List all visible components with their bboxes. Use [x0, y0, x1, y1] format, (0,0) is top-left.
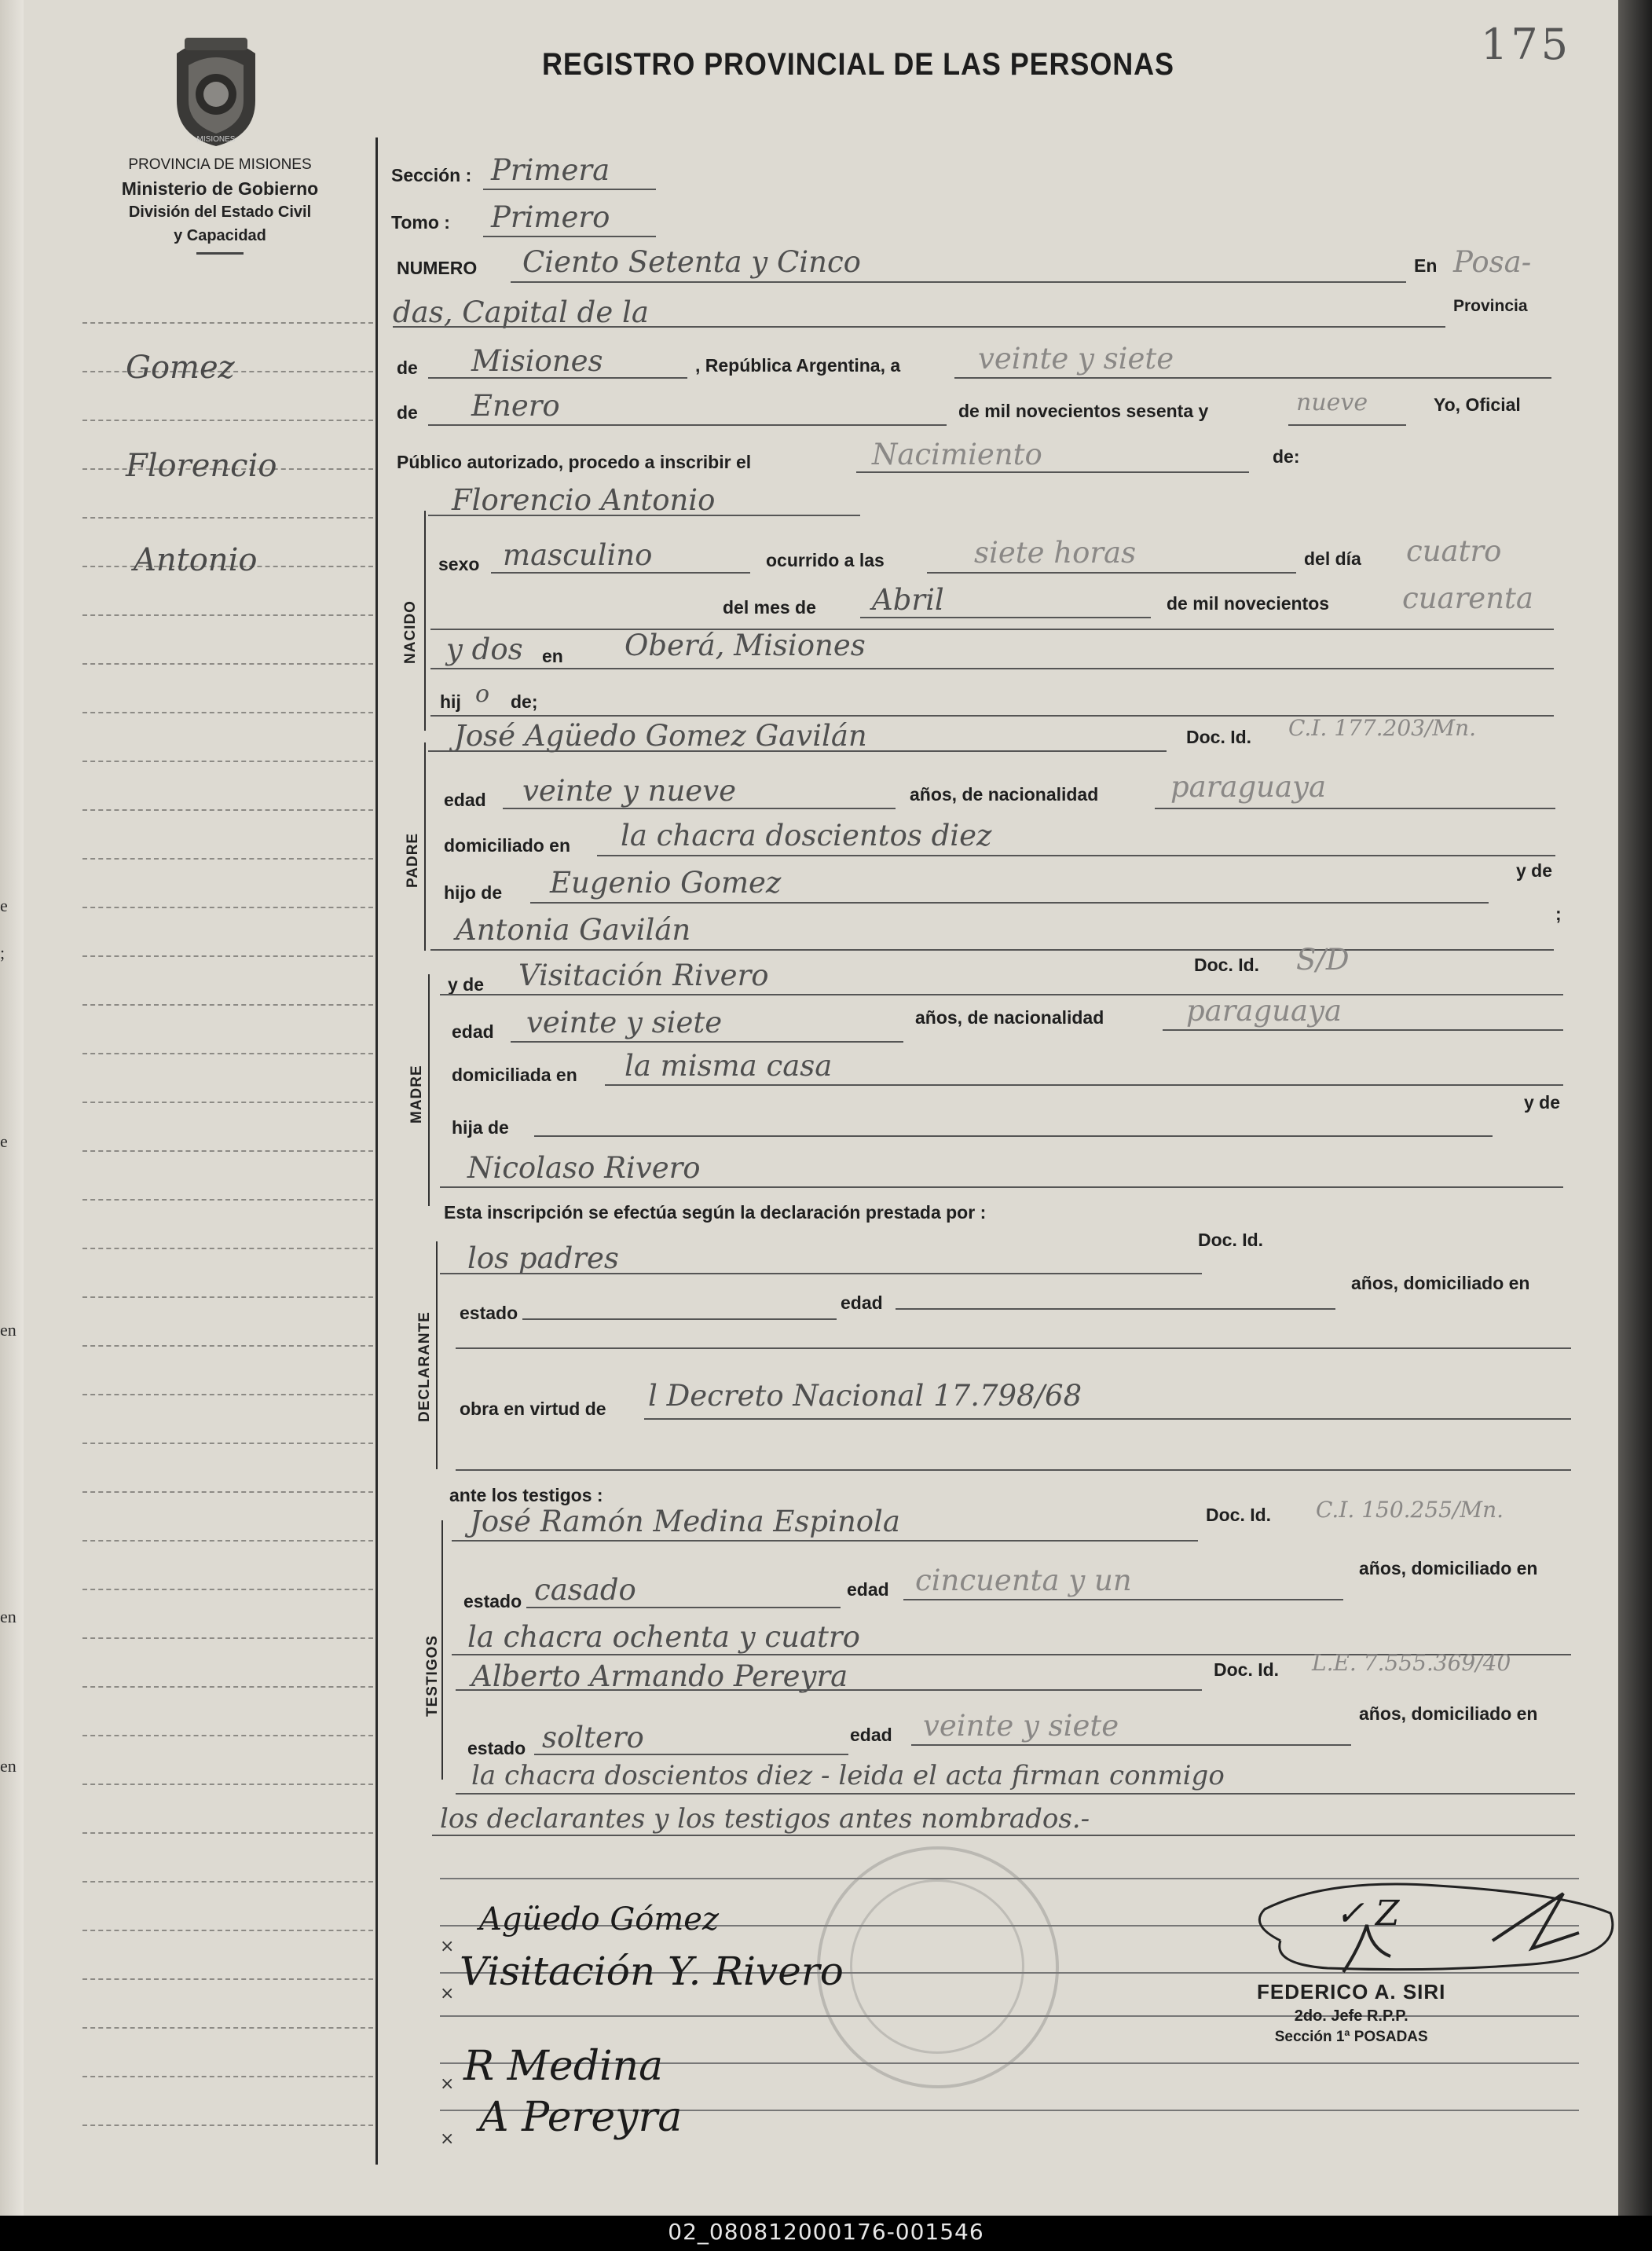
signature-testigo-1: R Medina	[463, 2043, 664, 2090]
ministry-name: Ministerio de Gobierno	[121, 178, 319, 199]
margin-rule	[82, 907, 373, 908]
testigo-2-anios-label: años, domiciliado en	[1359, 1703, 1538, 1724]
page-number: 175	[1481, 20, 1572, 69]
margin-rule	[82, 2125, 373, 2126]
page-title: REGISTRO PROVINCIAL DE LAS PERSONAS	[542, 47, 1174, 82]
mil-novecientos-label: de mil novecientos sesenta y	[958, 401, 1209, 421]
testigo-2-edad-label: edad	[850, 1725, 892, 1745]
rule	[511, 281, 1406, 283]
rule	[526, 1607, 841, 1608]
city-value: das, Capital de la	[393, 295, 649, 329]
numero-value: Ciento Setenta y Cinco	[522, 245, 861, 279]
padre-domicilio-label: domiciliado en	[444, 835, 571, 856]
padre-nacionalidad-value: paraguaya	[1170, 770, 1327, 804]
margin-rule	[82, 1686, 373, 1688]
tomo-label: Tomo :	[391, 212, 450, 233]
nacido-mes-value: Abril	[872, 583, 944, 617]
margin-rule	[82, 1930, 373, 1931]
ministry-header	[67, 153, 373, 255]
provincia-value: Misiones	[471, 344, 603, 378]
official-office: Sección 1ª POSADAS	[1274, 2029, 1428, 2045]
publico-label: Público autorizado, procedo a inscribir el	[397, 452, 752, 472]
padre-doc-value: C.I. 177.203/Mn.	[1288, 715, 1477, 741]
declarante-edad-label: edad	[841, 1292, 883, 1313]
rule	[597, 855, 1555, 856]
margin-divider	[375, 137, 378, 2165]
rule	[456, 1689, 1202, 1691]
en-label: En	[1414, 255, 1438, 276]
madre-y-de-label: y de	[448, 974, 485, 995]
official-role: 2do. Jefe R.P.P.	[1294, 2007, 1408, 2025]
yo-oficial-label: Yo, Oficial	[1434, 394, 1521, 415]
margin-rule	[82, 1296, 373, 1298]
division-name: División del Estado Civil	[128, 203, 312, 221]
sexo-label: sexo	[438, 554, 480, 574]
margin-rule	[82, 2076, 373, 2077]
rule	[452, 1540, 1198, 1542]
margin-rule	[82, 1394, 373, 1395]
declarante-estado-label: estado	[460, 1303, 518, 1323]
margin-rule	[82, 858, 373, 860]
dia-value: veinte y siete	[978, 342, 1174, 376]
rule	[428, 750, 1167, 752]
margin-rule	[82, 1881, 373, 1883]
de-label: de	[397, 357, 418, 378]
rule	[896, 1308, 1335, 1310]
margin-given-name-2: Antonio	[134, 542, 258, 578]
provincial-seal-icon	[161, 30, 271, 148]
testigo-1-nombre: José Ramón Medina Espinola	[470, 1505, 900, 1538]
madre-nacionalidad-label: años, de nacionalidad	[915, 1007, 1104, 1028]
semicolon: ;	[1555, 904, 1562, 924]
madre-edad-value: veinte y siete	[526, 1006, 723, 1039]
madre-nacionalidad-value: paraguaya	[1186, 994, 1342, 1028]
rule	[860, 617, 1151, 618]
rule	[440, 994, 1563, 995]
madre-doc-label: Doc. Id.	[1194, 955, 1260, 975]
madre-y-de-label-2: y de	[1524, 1092, 1561, 1113]
rule	[428, 515, 860, 516]
margin-rule	[82, 1491, 373, 1493]
nacido-nombre: Florencio Antonio	[452, 483, 716, 517]
testigo-1-estado-label: estado	[463, 1591, 522, 1611]
margin-rule	[82, 1443, 373, 1444]
rule	[440, 1186, 1563, 1188]
rule	[432, 1835, 1575, 1836]
padre-nacionalidad-label: años, de nacionalidad	[910, 784, 1099, 805]
mes-value: Enero	[471, 389, 560, 423]
rule	[430, 668, 1554, 669]
de-label-2: de	[397, 402, 418, 423]
rule	[440, 1273, 1202, 1274]
testigo-1-anios-label: años, domiciliado en	[1359, 1558, 1538, 1578]
signature-testigo-2: A Pereyra	[479, 2094, 683, 2141]
numero-label: NUMERO	[397, 258, 478, 278]
hij-value: o	[475, 680, 490, 708]
edge-text-fragment: en	[0, 1756, 16, 1776]
ocurrido-label: ocurrido a las	[766, 550, 885, 570]
edge-text-fragment: e	[0, 1131, 8, 1151]
hora-value: siete horas	[974, 536, 1137, 570]
rule	[522, 1318, 837, 1320]
margin-rule	[82, 614, 373, 616]
margin-rule	[82, 1589, 373, 1590]
signature-mark: ×	[440, 2129, 455, 2149]
madre-band	[428, 974, 430, 1206]
hija-de-label: hija de	[452, 1117, 509, 1138]
rule	[511, 1041, 903, 1043]
rule	[927, 572, 1296, 574]
hij-label: hij	[440, 691, 461, 712]
padre-nombre: José Agüedo Gomez Gavilán	[454, 719, 867, 753]
margin-given-name: Florencio	[126, 448, 277, 484]
provincia-label: Provincia	[1453, 297, 1528, 315]
rule	[534, 1135, 1493, 1137]
edge-text-fragment: e	[0, 896, 8, 915]
madre-nombre: Visitación Rivero	[518, 959, 769, 992]
margin-ruled-lines	[82, 322, 373, 2169]
official-signature-icon	[1233, 1870, 1618, 1996]
padre-band	[424, 742, 426, 951]
de-colon-label: de:	[1273, 446, 1300, 467]
padre-doc-label: Doc. Id.	[1186, 727, 1252, 747]
divider	[196, 252, 244, 255]
testigo-1-edad-label: edad	[847, 1579, 889, 1600]
mes-label: del mes de	[723, 597, 816, 618]
y-de-label: y de	[1516, 860, 1553, 881]
testigo-2-nombre: Alberto Armando Pereyra	[471, 1659, 848, 1693]
rule	[503, 808, 896, 809]
rule	[856, 471, 1249, 473]
margin-rule	[82, 712, 373, 713]
mil-label: de mil novecientos	[1167, 593, 1330, 614]
rule	[1155, 808, 1555, 809]
rule	[644, 1418, 1571, 1420]
rule	[430, 949, 1554, 951]
division-name-2: y Capacidad	[174, 227, 266, 244]
madre-domicilio-label: domiciliada en	[452, 1065, 577, 1085]
padre-domicilio-value: la chacra doscientos diez	[621, 819, 992, 852]
en-value: Posa-	[1453, 245, 1532, 279]
sexo-value: masculino	[503, 538, 653, 572]
nacido-band	[424, 511, 426, 731]
margin-rule	[82, 1004, 373, 1006]
rule	[954, 377, 1551, 379]
testigo-1-doc-value: C.I. 150.255/Mn.	[1316, 1497, 1504, 1523]
rule	[534, 1754, 848, 1755]
signature-madre: Visitación Y. Rivero	[460, 1949, 844, 1994]
testigos-intro-label: ante los testigos :	[449, 1485, 603, 1505]
testigo-2-estado-label: estado	[467, 1738, 526, 1758]
margin-rule	[82, 1735, 373, 1736]
nacido-anio-value: cuarenta	[1402, 581, 1533, 615]
rule	[491, 572, 750, 574]
margin-rule	[82, 517, 373, 519]
nacido-tag: NACIDO	[402, 600, 419, 664]
rule	[903, 1599, 1343, 1600]
en-label-2: en	[542, 646, 563, 666]
declarante-tag: DECLARANTE	[416, 1311, 433, 1422]
margin-rule	[82, 2027, 373, 2029]
margin-rule	[82, 1345, 373, 1347]
margin-rule	[82, 955, 373, 957]
rule	[456, 1469, 1571, 1471]
madre-doc-value: S/D	[1296, 943, 1350, 977]
rule	[428, 377, 687, 379]
closing-text: los declarantes y los testigos antes nombrados.-	[440, 1803, 1090, 1835]
margin-rule	[82, 809, 373, 811]
declarante-nombre: los padres	[467, 1241, 619, 1275]
testigo-2-doc-label: Doc. Id.	[1214, 1659, 1280, 1680]
lugar-value: Oberá, Misiones	[625, 629, 866, 662]
rule	[911, 1744, 1351, 1746]
margin-rule	[82, 1102, 373, 1103]
abuelo-value: Eugenio Gomez	[550, 866, 782, 900]
padre-edad-value: veinte y nueve	[522, 774, 737, 808]
signature-mark: ×	[440, 2074, 455, 2094]
official-stamp	[1257, 1980, 1445, 2046]
rule	[1163, 1029, 1563, 1031]
abuela-value: Antonia Gavilán	[456, 913, 691, 947]
margin-surname: Gomez	[126, 350, 235, 386]
padre-tag: PADRE	[405, 832, 421, 888]
margin-rule	[82, 420, 373, 421]
testigo-2-estado-value: soltero	[542, 1721, 644, 1754]
official-name: FEDERICO A. SIRI	[1257, 1980, 1446, 2004]
padre-edad-label: edad	[444, 790, 486, 810]
margin-rule	[82, 322, 373, 324]
signature-mark: ×	[440, 1984, 455, 2004]
madre-domicilio-value: la misma casa	[625, 1049, 833, 1083]
margin-rule	[82, 1832, 373, 1834]
testigo-1-estado-value: casado	[534, 1573, 636, 1607]
testigo-2-domicilio: la chacra doscientos diez - leida el acta firman conmigo	[471, 1760, 1225, 1791]
binding-edge	[0, 0, 24, 2216]
margin-rule	[82, 1784, 373, 1785]
nacido-anio-value-2: y dos	[446, 632, 523, 666]
margin-rule	[82, 1053, 373, 1054]
margin-rule	[82, 1978, 373, 1980]
rule	[428, 424, 947, 426]
anio-value: nueve	[1296, 389, 1368, 416]
rule	[456, 1347, 1571, 1349]
edge-text-fragment: en	[0, 1607, 16, 1626]
declarante-band	[436, 1241, 438, 1469]
hijo-de-label: hijo de	[444, 882, 503, 903]
declarante-anios-label: años, domiciliado en	[1351, 1273, 1530, 1293]
image-footer	[0, 2216, 1652, 2251]
margin-rule	[82, 761, 373, 762]
del-dia-label: del día	[1304, 548, 1361, 569]
rule	[530, 902, 1489, 904]
rule	[430, 629, 1554, 630]
acto-value: Nacimiento	[872, 438, 1042, 471]
rule	[1288, 424, 1406, 426]
margin-rule	[82, 1199, 373, 1201]
rule	[483, 189, 656, 190]
seccion-label: Sección :	[391, 165, 472, 185]
testigo-2-doc-value: L.E. 7.555.369/40	[1312, 1650, 1511, 1676]
republica-label: , República Argentina, a	[695, 355, 901, 376]
testigo-2-edad-value: veinte y siete	[923, 1709, 1119, 1743]
margin-rule	[82, 1150, 373, 1152]
de-label-3: de;	[511, 691, 538, 712]
testigos-band	[441, 1520, 443, 1780]
testigo-1-edad-value: cincuenta y un	[915, 1564, 1132, 1597]
official-round-stamp	[817, 1846, 1059, 2088]
testigo-1-doc-label: Doc. Id.	[1206, 1505, 1272, 1525]
province-name: PROVINCIA DE MISIONES	[128, 156, 312, 173]
margin-rule	[82, 1248, 373, 1249]
tomo-value: Primero	[491, 200, 610, 234]
footer-code: 02_080812000176-001546	[668, 2219, 984, 2245]
testigo-1-domicilio: la chacra ochenta y cuatro	[467, 1620, 860, 1654]
rule	[605, 1084, 1563, 1086]
rule	[456, 1793, 1575, 1795]
svg-text:MISIONES: MISIONES	[196, 135, 236, 144]
signature-mark: ×	[440, 1937, 455, 1956]
signature-padre: Agüedo Gómez	[479, 1901, 720, 1938]
margin-rule	[82, 1637, 373, 1639]
seccion-value: Primera	[491, 153, 610, 187]
edge-text-fragment: ;	[0, 943, 5, 962]
obra-value: l Decreto Nacional 17.798/68	[648, 1379, 1082, 1413]
abuelo-materno-value: Nicolaso Rivero	[467, 1151, 701, 1185]
page-shadow	[1618, 0, 1652, 2216]
rule	[393, 326, 1445, 328]
testigos-tag: TESTIGOS	[424, 1634, 441, 1717]
madre-tag: MADRE	[408, 1065, 425, 1124]
official-signature-text: ✓ Z	[1335, 1894, 1400, 1934]
madre-edad-label: edad	[452, 1021, 494, 1042]
margin-rule	[82, 1540, 373, 1542]
rule	[483, 236, 656, 237]
declarante-doc-label: Doc. Id.	[1198, 1230, 1264, 1250]
nacido-dia-value: cuatro	[1406, 534, 1502, 568]
obra-label: obra en virtud de	[460, 1399, 606, 1419]
declaracion-intro-label: Esta inscripción se efectúa según la declaración prestada por :	[444, 1202, 987, 1223]
edge-text-fragment: en	[0, 1320, 16, 1340]
margin-rule	[82, 663, 373, 665]
